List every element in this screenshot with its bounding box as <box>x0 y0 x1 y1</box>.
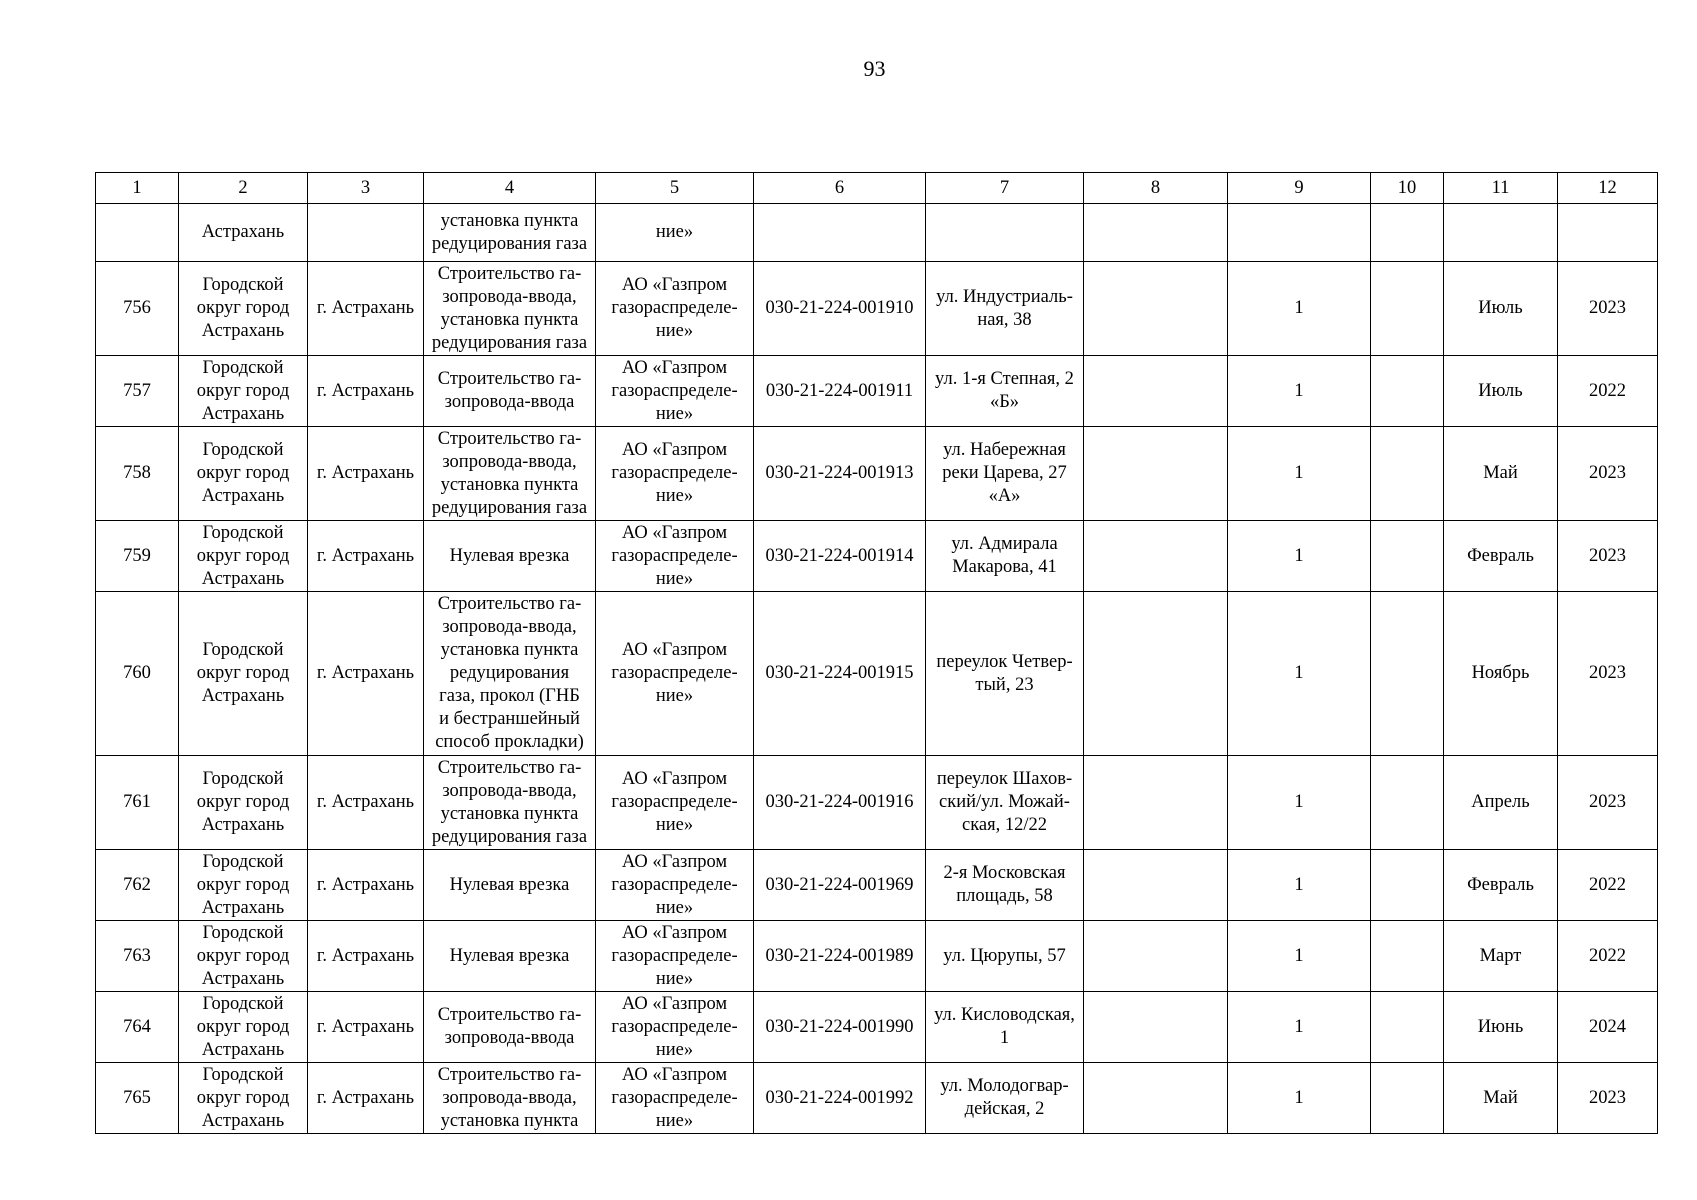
table-row <box>96 592 1658 756</box>
cell-col8 <box>1084 592 1228 756</box>
cell-year <box>1558 204 1658 262</box>
table-row <box>96 1063 1658 1134</box>
cell-month: Июль <box>1444 262 1558 356</box>
cell-year: 2024 <box>1558 992 1658 1063</box>
cell-code: 030-21-224-001990 <box>754 992 926 1063</box>
cell-municipality: Городской округ город Астрахань <box>179 262 308 356</box>
cell-work-type: Строительство га- зопровода-ввода <box>424 356 596 427</box>
cell-number: 756 <box>96 262 179 356</box>
cell-organization: АО «Газпром газораспределе- ние» <box>596 921 754 992</box>
cell-code: 030-21-224-001913 <box>754 427 926 521</box>
cell-year: 2023 <box>1558 262 1658 356</box>
cell-organization: АО «Газпром газораспределе- ние» <box>596 521 754 592</box>
cell-number <box>96 204 179 262</box>
cell-month: Февраль <box>1444 521 1558 592</box>
cell-col8 <box>1084 427 1228 521</box>
cell-address: 2-я Московская площадь, 58 <box>926 850 1084 921</box>
cell-code: 030-21-224-001969 <box>754 850 926 921</box>
cell-settlement: г. Астрахань <box>308 262 424 356</box>
cell-month: Июль <box>1444 356 1558 427</box>
cell-month: Ноябрь <box>1444 592 1558 756</box>
cell-address: ул. Индустриаль- ная, 38 <box>926 262 1084 356</box>
cell-municipality: Городской округ город Астрахань <box>179 592 308 756</box>
cell-organization: АО «Газпром газораспределе- ние» <box>596 992 754 1063</box>
cell-organization: АО «Газпром газораспределе- ние» <box>596 1063 754 1134</box>
cell-col8 <box>1084 356 1228 427</box>
cell-year: 2022 <box>1558 921 1658 992</box>
column-header: 12 <box>1558 173 1658 204</box>
cell-address: ул. Молодогвар- дейская, 2 <box>926 1063 1084 1134</box>
cell-count: 1 <box>1228 521 1371 592</box>
cell-settlement: г. Астрахань <box>308 756 424 850</box>
cell-col8 <box>1084 1063 1228 1134</box>
cell-count: 1 <box>1228 1063 1371 1134</box>
cell-col10 <box>1371 921 1444 992</box>
cell-organization: АО «Газпром газораспределе- ние» <box>596 262 754 356</box>
cell-municipality: Астрахань <box>179 204 308 262</box>
cell-code: 030-21-224-001914 <box>754 521 926 592</box>
column-header: 9 <box>1228 173 1371 204</box>
cell-address: ул. Кисловодская, 1 <box>926 992 1084 1063</box>
cell-count: 1 <box>1228 921 1371 992</box>
table-row <box>96 427 1658 521</box>
cell-organization: ние» <box>596 204 754 262</box>
cell-municipality: Городской округ город Астрахань <box>179 1063 308 1134</box>
cell-col8 <box>1084 756 1228 850</box>
cell-settlement: г. Астрахань <box>308 1063 424 1134</box>
cell-code <box>754 204 926 262</box>
cell-code: 030-21-224-001910 <box>754 262 926 356</box>
column-header: 1 <box>96 173 179 204</box>
cell-work-type: установка пункта редуцирования газа <box>424 204 596 262</box>
cell-number: 759 <box>96 521 179 592</box>
cell-settlement: г. Астрахань <box>308 427 424 521</box>
column-header: 10 <box>1371 173 1444 204</box>
cell-col10 <box>1371 592 1444 756</box>
cell-settlement: г. Астрахань <box>308 850 424 921</box>
cell-year: 2022 <box>1558 356 1658 427</box>
table-row <box>96 992 1658 1063</box>
cell-number: 760 <box>96 592 179 756</box>
table-row <box>96 262 1658 356</box>
table-row <box>96 921 1658 992</box>
cell-month: Май <box>1444 1063 1558 1134</box>
cell-number: 761 <box>96 756 179 850</box>
cell-number: 758 <box>96 427 179 521</box>
cell-address: ул. 1-я Степная, 2 «Б» <box>926 356 1084 427</box>
column-header: 6 <box>754 173 926 204</box>
table-row <box>96 850 1658 921</box>
cell-count <box>1228 204 1371 262</box>
cell-number: 762 <box>96 850 179 921</box>
cell-year: 2023 <box>1558 1063 1658 1134</box>
cell-organization: АО «Газпром газораспределе- ние» <box>596 850 754 921</box>
table-row <box>96 204 1658 262</box>
cell-col8 <box>1084 521 1228 592</box>
table-row <box>96 356 1658 427</box>
column-header: 7 <box>926 173 1084 204</box>
cell-col10 <box>1371 521 1444 592</box>
cell-year: 2023 <box>1558 427 1658 521</box>
cell-count: 1 <box>1228 850 1371 921</box>
cell-col8 <box>1084 204 1228 262</box>
table-row <box>96 756 1658 850</box>
cell-work-type: Строительство га- зопровода-ввода, установка пункта редуцирования газа <box>424 756 596 850</box>
cell-municipality: Городской округ город Астрахань <box>179 356 308 427</box>
cell-code: 030-21-224-001989 <box>754 921 926 992</box>
cell-address <box>926 204 1084 262</box>
cell-month: Февраль <box>1444 850 1558 921</box>
cell-col10 <box>1371 356 1444 427</box>
cell-number: 763 <box>96 921 179 992</box>
table-row <box>96 521 1658 592</box>
cell-work-type: Строительство га- зопровода-ввода <box>424 992 596 1063</box>
cell-year: 2022 <box>1558 850 1658 921</box>
cell-organization: АО «Газпром газораспределе- ние» <box>596 756 754 850</box>
cell-address: ул. Адмирала Макарова, 41 <box>926 521 1084 592</box>
cell-settlement: г. Астрахань <box>308 356 424 427</box>
cell-work-type: Строительство га- зопровода-ввода, установка пункта редуцирования газа <box>424 262 596 356</box>
cell-settlement: г. Астрахань <box>308 921 424 992</box>
cell-col10 <box>1371 992 1444 1063</box>
cell-count: 1 <box>1228 262 1371 356</box>
cell-col10 <box>1371 262 1444 356</box>
cell-col8 <box>1084 992 1228 1063</box>
cell-address: ул. Цюрупы, 57 <box>926 921 1084 992</box>
cell-settlement: г. Астрахань <box>308 992 424 1063</box>
cell-count: 1 <box>1228 592 1371 756</box>
cell-month <box>1444 204 1558 262</box>
cell-code: 030-21-224-001992 <box>754 1063 926 1134</box>
column-header: 4 <box>424 173 596 204</box>
cell-number: 765 <box>96 1063 179 1134</box>
cell-col10 <box>1371 1063 1444 1134</box>
cell-work-type: Нулевая врезка <box>424 850 596 921</box>
cell-code: 030-21-224-001911 <box>754 356 926 427</box>
cell-count: 1 <box>1228 427 1371 521</box>
registry-table <box>95 172 1658 1134</box>
cell-year: 2023 <box>1558 756 1658 850</box>
cell-settlement: г. Астрахань <box>308 592 424 756</box>
cell-number: 764 <box>96 992 179 1063</box>
cell-settlement <box>308 204 424 262</box>
cell-organization: АО «Газпром газораспределе- ние» <box>596 592 754 756</box>
cell-code: 030-21-224-001916 <box>754 756 926 850</box>
cell-municipality: Городской округ город Астрахань <box>179 921 308 992</box>
table-header-row <box>96 173 1658 204</box>
cell-number: 757 <box>96 356 179 427</box>
cell-col8 <box>1084 921 1228 992</box>
cell-year: 2023 <box>1558 521 1658 592</box>
column-header: 3 <box>308 173 424 204</box>
cell-col10 <box>1371 756 1444 850</box>
cell-col10 <box>1371 204 1444 262</box>
cell-work-type: Строительство га- зопровода-ввода, установка пункта редуцирования газа <box>424 427 596 521</box>
cell-work-type: Нулевая врезка <box>424 521 596 592</box>
cell-municipality: Городской округ город Астрахань <box>179 521 308 592</box>
column-header: 8 <box>1084 173 1228 204</box>
cell-address: ул. Набережная реки Царева, 27 «А» <box>926 427 1084 521</box>
cell-address: переулок Четвер- тый, 23 <box>926 592 1084 756</box>
cell-address: переулок Шахов- ский/ул. Можай- ская, 12/22 <box>926 756 1084 850</box>
cell-code: 030-21-224-001915 <box>754 592 926 756</box>
cell-count: 1 <box>1228 992 1371 1063</box>
cell-month: Июнь <box>1444 992 1558 1063</box>
cell-count: 1 <box>1228 356 1371 427</box>
cell-municipality: Городской округ город Астрахань <box>179 427 308 521</box>
cell-organization: АО «Газпром газораспределе- ние» <box>596 356 754 427</box>
cell-count: 1 <box>1228 756 1371 850</box>
cell-col10 <box>1371 850 1444 921</box>
cell-month: Март <box>1444 921 1558 992</box>
cell-municipality: Городской округ город Астрахань <box>179 850 308 921</box>
cell-work-type: Строительство га- зопровода-ввода, установка пункта редуцирования газа, прокол (ГНБ и бестраншейный способ прокладки) <box>424 592 596 756</box>
cell-month: Апрель <box>1444 756 1558 850</box>
cell-month: Май <box>1444 427 1558 521</box>
cell-work-type: Строительство га- зопровода-ввода, установка пункта <box>424 1063 596 1134</box>
cell-col10 <box>1371 427 1444 521</box>
cell-municipality: Городской округ город Астрахань <box>179 756 308 850</box>
cell-year: 2023 <box>1558 592 1658 756</box>
cell-col8 <box>1084 850 1228 921</box>
column-header: 2 <box>179 173 308 204</box>
column-header: 11 <box>1444 173 1558 204</box>
column-header: 5 <box>596 173 754 204</box>
cell-work-type: Нулевая врезка <box>424 921 596 992</box>
cell-settlement: г. Астрахань <box>308 521 424 592</box>
cell-organization: АО «Газпром газораспределе- ние» <box>596 427 754 521</box>
cell-col8 <box>1084 262 1228 356</box>
cell-municipality: Городской округ город Астрахань <box>179 992 308 1063</box>
page-number: 93 <box>863 56 886 81</box>
